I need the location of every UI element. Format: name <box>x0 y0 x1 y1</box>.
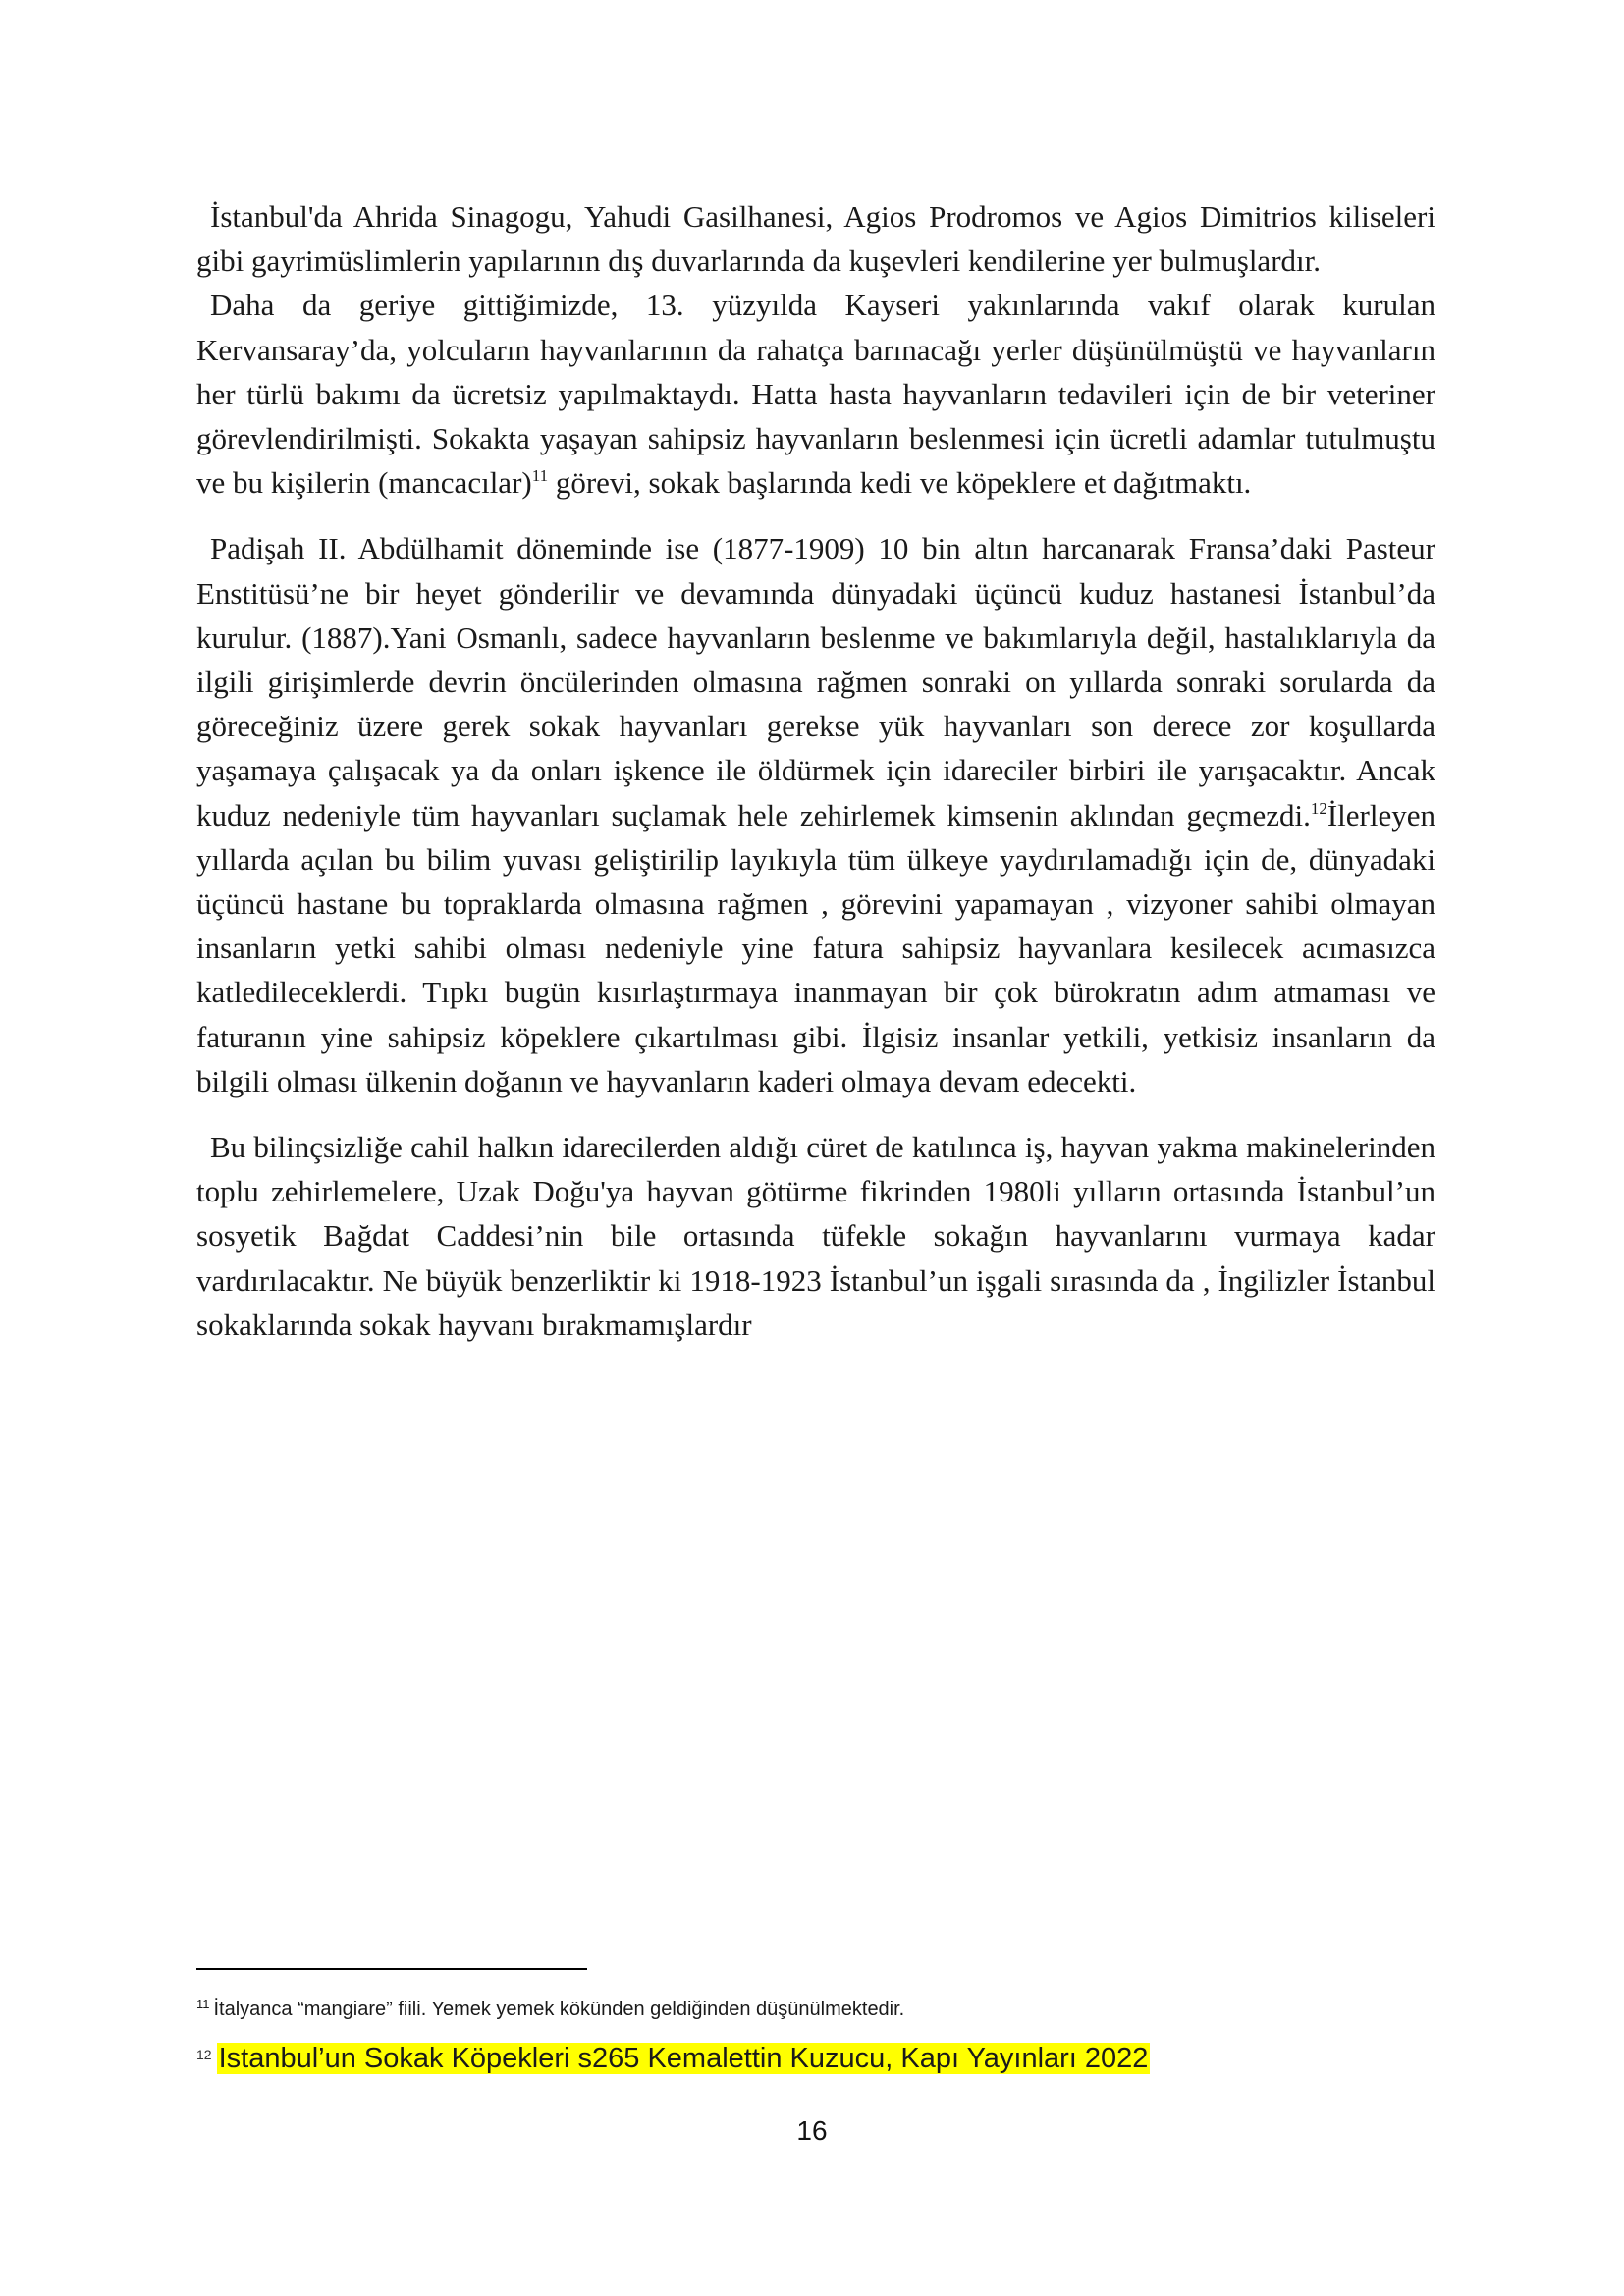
footnote-number: 11 <box>196 1997 210 2011</box>
body-text <box>196 194 1435 1347</box>
footnote-ref-12[interactable]: 12 <box>1310 798 1327 818</box>
page-number: 16 <box>796 2115 828 2146</box>
footnote-text: İtalyanca “mangiare” fiili. Yemek yemek kökünden geldiğinden düşünülmektedir. <box>213 1999 905 2020</box>
paragraph-4: Bu bilinçsizliğe cahil halkın idarecilerden aldığı cüret de katılınca iş, hayvan yakma makinelerinden toplu zehirlemelere, Uzak Doğu'ya hayvan götürme fikrinden 1980li yılların ortasında İstanbul’un sosyetik Bağdat Caddesi’nin bile ortasında tüfekle sokağın hayvanlarını vurmaya kadar vardırılacaktır. Ne büyük benzerliktir ki 1918-1923 İstanbul’un işgali sırasında da , İngilizler İstanbul sokaklarında sokak hayvanı bırakmamışlardır <box>196 1130 1435 1342</box>
paragraph-3-text: Padişah II. Abdülhamit döneminde ise (1877-1909) 10 bin altın harcanarak Fransa’daki Pasteur Enstitüsü’ne bir heyet gönderilir ve devamında dünyadaki üçüncü kuduz hastanesi İstanbul’da kurulur. (1887).Yani Osmanlı, sadece hayvanların beslenme ve bakımlarıyla değil, hastalıklarıyla da ilgili girişimlerde devrin öncülerinden olmasına rağmen sonraki on yıllarda sonraki sorularda da göreceğiniz üzere gerek sokak hayvanları gerekse yük hayvanları son derece zor koşullarda yaşamaya çalışacak ya da onları işkence ile öldürmek için idareciler birbiri ile yarışacaktır. Ancak kuduz nedeniyle tüm hayvanları suçlamak hele zehirlemek kimsenin aklından geçmezdi. <box>196 531 1435 832</box>
paragraph-2 <box>196 283 1435 505</box>
footnote-11 <box>196 1997 904 2021</box>
footnote-separator <box>196 1968 587 1970</box>
footnote-number: 12 <box>196 2047 212 2062</box>
paragraph-3 <box>196 526 1435 1103</box>
paragraph-2-text-cont: görevi, sokak başlarında kedi ve köpeklere et dağıtmaktı. <box>548 465 1252 501</box>
footnote-12 <box>196 2043 1150 2075</box>
footnote-text-highlighted: Istanbul’un Sokak Köpekleri s265 Kemalettin Kuzucu, Kapı Yayınları 2022 <box>218 2043 1149 2074</box>
paragraph-1: İstanbul'da Ahrida Sinagogu, Yahudi Gasilhanesi, Agios Prodromos ve Agios Dimitrios kiliseleri gibi gayrimüslimlerin yapılarının dış duvarlarında da kuşevleri kendilerine yer bulmuşlardır. <box>196 199 1435 279</box>
paragraph-2-text: Daha da geriye gittiğimizde, 13. yüzyılda Kayseri yakınlarında vakıf olarak kurulan Kervansaray’da, yolcuların hayvanlarının da rahatça barınacağı yerler düşünülmüştü ve hayvanların her türlü bakımı da ücretsiz yapılmaktaydı. Hatta hasta hayvanların tedavileri için de bir veteriner görevlendirilmişti. Sokakta yaşayan sahipsiz hayvanların beslenmesi için ücretli adamlar tutulmuştu ve bu kişilerin (mancacılar) <box>196 288 1435 501</box>
footnote-ref-11[interactable]: 11 <box>531 466 549 486</box>
paragraph-3-text-cont: İlerleyen yıllarda açılan bu bilim yuvası geliştirilip layıkıyla tüm ülkeye yaydırılamadığı için de, dünyadaki üçüncü hastane bu topraklarda olmasına rağmen , görevini yapamayan , vizyoner sahibi olmayan insanların yetki sahibi olması nedeniyle yine fatura sahipsiz hayvanlara kesilecek acımasızca katledileceklerdi. Tıpkı bugün kısırlaştırmaya inanmayan bir çok bürokratın adım atmaması ve faturanın yine sahipsiz köpeklere çıkartılması gibi. İlgisiz insanlar yetkili, yetkisiz insanların da bilgili olması ülkenin doğanın ve hayvanların kaderi olmaya devam edecekti. <box>196 797 1435 1098</box>
